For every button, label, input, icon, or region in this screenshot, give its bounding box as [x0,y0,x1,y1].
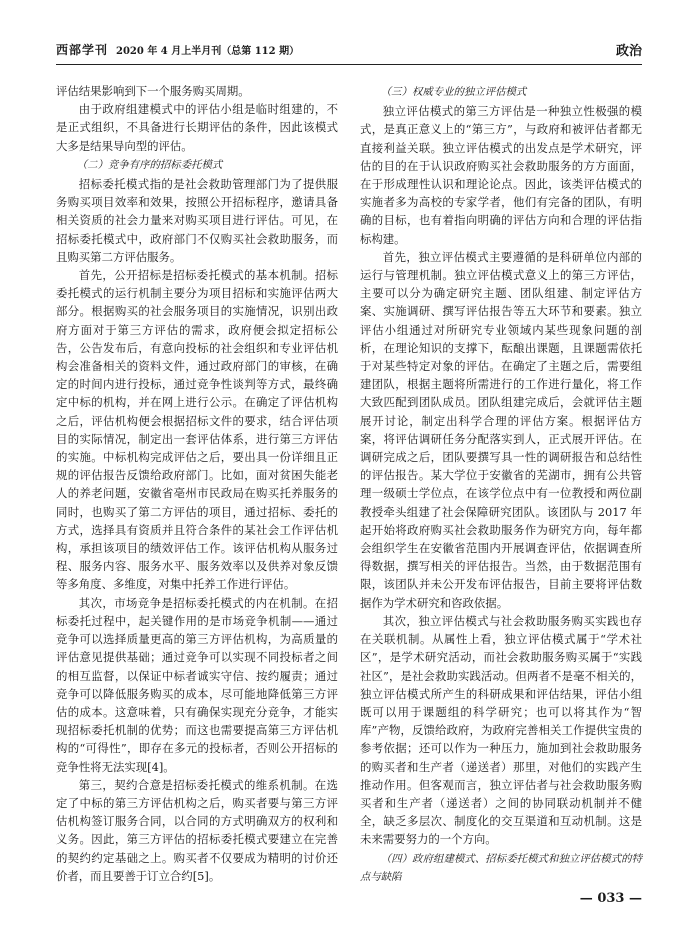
paragraph: 其次，市场竞争是招标委托模式的内在机制。在招标委托过程中，起关键作用的是市场竞争机制——通过竞争可以选择质量更高的第三方评估机构，为高质量的评估意见提供基础；通过竞争可以实现不同投标者之间的相互监督，以保证中标者诚实守信、按约履责；通过竞争可以降低服务购买的成本，尽可能地降低第三方评估的成本。这意味着，只有确保实现充分竞争，才能实现招标委托机制的优势；而这也需要提高第三方评估机构的“可得性”，即存在多元的投标者，否则公开招标的竞争性将无法实现[4]。 [56,595,338,774]
right-column [360,82,642,887]
left-column [56,82,338,885]
paragraph: 独立评估模式的第三方评估是一种独立性极强的模式，是真正意义上的“第三方”，与政府和被评估者都无直接利益关联。独立评估模式的出发点是学术研究，评估的目的在于认识政府购买社会救助服务的方方面面，在于形成理性认识和理论论点。因此，该类评估模式的实施者多为高校的专家学者，他们有完备的团队，有明确的目标，也有着指向明确的评估方向和合理的评估指标构建。 [360,104,642,246]
header-rule [56,64,642,65]
issue-info: 2020 年 4 月上半月刊（总第 112 期） [116,46,300,57]
paragraph: 首先，独立评估模式主要遵循的是科研单位内部的运行与管理机制。独立评估模式意义上的第三方评估，主要可以分为确定研究主题、团队组建、制定评估方案、实施调研、撰写评估报告等五大环节和要素。独立评估小组通过对所研究专业领域内某些现象问题的剖析，在理论知识的支撑下，酝酿出课题，且课题需依托于对某些特定对象的评估。在确定了主题之后，需要组建团队，根据主题将所需进行的工作进行量化，将工作大致匹配到团队成员。团队组建完成后，会就评估主题展开讨论，制定出科学合理的评估方案。根据评估方案，将评估调研任务分配落实到人，正式展开评估。在调研完成之后，团队要撰写具一性的调研报告和总结性的评估报告。某大学位于安徽省的芜湖市，拥有公共管理一级硕士学位点，在该学位点中有一位教授和两位副教授牵头组建了社会保障研究团队。该团队与 2017 年起开始将政府购买社会救助服务作为研究方向，每年都会组织学生在安徽省范围内开展调查评估，依据调查所得数据，撰写相关的评估报告。当然，由于数据范围有限，该团队并未公开发布评估报告，目前主要将评估数据作为学术研究和咨政依据。 [360,249,642,610]
section-heading: （四）政府组建模式、招标委托模式和独立评估模式的特点与缺陷 [360,852,642,883]
paragraph: 招标委托模式指的是社会救助管理部门为了提供服务购买项目效率和效果，按照公开招标程序，邀请具备相关资质的社会力量来对购买项目进行评估。可见，在招标委托模式中，政府部门不仅购买社会救助服务，而且购买第二方评估服务。 [56,177,338,264]
section-heading: （三）权威专业的独立评估模式 [380,86,527,98]
paragraph: 第三，契约合意是招标委托模式的维系机制。在选定了中标的第三方评估机构之后，购买者要与第三方评估机构签订服务合同，以合同的方式明确双方的权利和义务。因此，第三方评估的招标委托模式要建立在完善的契约约定基础之上。购买者不仅要成为精明的讨价还价者，而且要善于订立合约[5]。 [56,777,338,883]
section-heading: （二）竞争有序的招标委托模式 [76,158,223,171]
paragraph: 其次，独立评估模式与社会救助服务购买实践也存在关联机制。从属性上看，独立评估模式属于“学术社区”，是学术研究活动，而社会救助服务购买属于“实践社区”，是社会救助实践活动。但两者不是毫不相关的，独立评估模式所产生的科研成果和评估结果，评估小组既可以用于课题组的科学研究；也可以将其作为“智库”产物，反馈给政府，为政府完善相关工作提供宝贵的参考依据；还可以作为一种压力，施加到社会救助服务的购买者和生产者（递送者）那里，对他们的实践产生推动作用。但客观而言，独立评估者与社会救助服务购买者和生产者（递送者）之间的协同联动机制并不健全，缺乏多层次、制度化的交互渠道和互动机制。这是未来需要努力的一个方向。 [360,613,642,847]
paragraph: 首先，公开招标是招标委托模式的基本机制。招标委托模式的运行机制主要分为项目招标和实施评估两大部分。根据购买的社会服务项目的实施情况，识别出政府方面对于第三方评估的需求，政府便会拟定招标公告，公告发布后，有意向投标的社会组织和专业评估机构会准备相关的资料文件，通过政府部门的审核，在确定的时间内进行投标，通过竞争性谈判等方式，最终确定中标的机构，并在网上进行公示。在确定了评估机构之后，评估机构便会根据招标文件的要求，结合评估项目的实际情况，制定出一套评估体系，进行第三方评估的实施。中标机构完成评估之后，要出具一份详细且正规的评估报告反馈给政府部门。比如，面对贫困失能老人的养老问题，安徽省亳州市民政局在购买托养服务的同时，也购买了第二方评估的项目，通过招标、委托的方式，选择具有资质并且符合条件的某社会工作评估机构，承担该项目的绩效评估工作。该评估机构从服务过程、服务内容、服务水平、服务效率以及供养对象反馈等多角度、多维度，对集中托养工作进行评估。 [56,268,338,592]
running-header [56,40,642,60]
paragraph: 由于政府组建模式中的评估小组是临时组建的，不是正式组织，不具备进行长期评估的条件，因此该模式大多是结果导向型的评估。 [56,102,338,153]
section-title: 政治 [615,44,642,59]
journal-logo: 西部学刊 [56,43,109,57]
paragraph: 评估结果影响到下一个服务购买周期。 [56,84,250,98]
page-number: — 033 — [579,891,642,906]
